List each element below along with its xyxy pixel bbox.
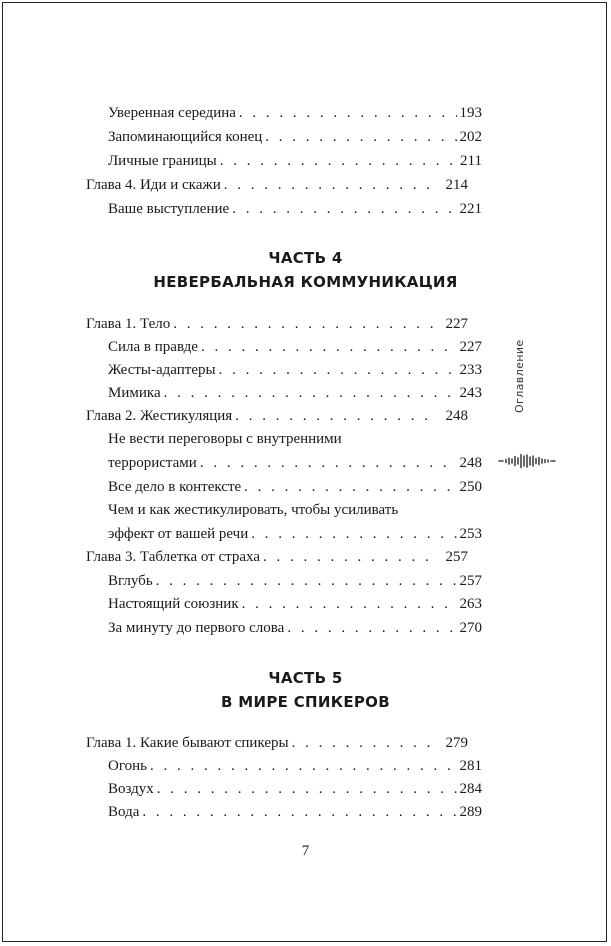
dot-leader <box>287 616 456 640</box>
dot-leader <box>242 592 457 616</box>
toc-entry-page: 284 <box>459 781 482 797</box>
toc-entry-page: 281 <box>459 758 482 774</box>
part-subtitle: НЕВЕРБАЛЬНАЯ КОММУНИКАЦИЯ <box>153 273 458 291</box>
toc-entry[interactable] <box>108 522 482 546</box>
toc-entry-line1[interactable]: Чем и как жестикулировать, чтобы усиливать <box>108 502 399 518</box>
toc-entry-page: 253 <box>459 526 482 542</box>
toc-entry[interactable] <box>108 569 482 593</box>
dot-leader <box>157 777 457 801</box>
toc-entry-page: 233 <box>459 362 482 378</box>
toc-entry[interactable] <box>108 335 482 359</box>
toc-entry-title: Ваше выступление <box>108 201 230 217</box>
dot-leader <box>239 101 457 125</box>
toc-entry-page: 193 <box>459 105 482 121</box>
toc-entry-title: Жесты-адаптеры <box>108 362 216 378</box>
dot-leader <box>201 335 457 359</box>
dot-leader <box>142 800 456 824</box>
toc-entry-page: 250 <box>459 479 482 495</box>
toc-chapter[interactable] <box>86 545 482 569</box>
dot-leader <box>219 358 457 382</box>
toc-entry[interactable] <box>108 451 482 475</box>
toc-entry-title: Уверенная середина <box>108 105 236 121</box>
toc-entry-page: 211 <box>460 153 482 169</box>
toc-entry[interactable] <box>108 616 482 640</box>
toc-entry-title: Все дело в контексте <box>108 479 242 495</box>
toc-entry[interactable] <box>108 592 482 616</box>
toc-chapter[interactable] <box>86 312 482 336</box>
toc-entry[interactable] <box>108 381 482 405</box>
toc-entry-page: 227 <box>459 339 482 355</box>
part-title: ЧАСТЬ 4 <box>268 249 343 267</box>
toc-entry-title: Личные границы <box>108 153 217 169</box>
toc-entry-title: Настоящий союзник <box>108 596 239 612</box>
toc-entry[interactable] <box>108 125 482 149</box>
toc-entry-page: 289 <box>459 804 482 820</box>
toc-chapter-page: 214 <box>445 177 468 193</box>
toc-chapter[interactable] <box>86 173 482 197</box>
dot-leader <box>265 125 456 149</box>
toc-entry-page: 202 <box>459 129 482 145</box>
dot-leader <box>224 173 437 197</box>
dot-leader <box>220 149 457 173</box>
dot-leader <box>244 475 456 499</box>
toc-entry[interactable] <box>108 754 482 778</box>
dot-leader <box>263 545 437 569</box>
dot-leader <box>235 404 436 428</box>
dot-leader <box>251 522 456 546</box>
toc-chapter-page: 248 <box>445 408 468 424</box>
page-number: 7 <box>301 843 310 859</box>
toc-chapter-page: 227 <box>445 316 468 332</box>
toc-entry-page: 263 <box>459 596 482 612</box>
toc-chapter-page: 257 <box>445 549 468 565</box>
toc-chapter-title: Глава 4. Иди и скажи <box>86 177 221 193</box>
toc-chapter-title: Глава 1. Какие бывают спикеры <box>86 735 289 751</box>
toc-entry[interactable] <box>108 475 482 499</box>
toc-entry-title: Сила в правде <box>108 339 198 355</box>
toc-entry-title: террористами <box>108 455 197 471</box>
dot-leader <box>150 754 457 778</box>
soundwave-icon <box>497 453 557 469</box>
toc-entry[interactable] <box>108 800 482 824</box>
toc-entry-title: Воздух <box>108 781 154 797</box>
dot-leader <box>156 569 457 593</box>
toc-entry-title: Огонь <box>108 758 147 774</box>
toc-entry-page: 248 <box>459 455 482 471</box>
dot-leader <box>173 312 436 336</box>
toc-entry-title: Вода <box>108 804 140 820</box>
toc-entry[interactable] <box>108 101 482 125</box>
toc-entry-page: 270 <box>459 620 482 636</box>
toc-chapter[interactable] <box>86 404 482 428</box>
toc-entry-title: Вглубь <box>108 573 153 589</box>
toc-chapter-page: 279 <box>445 735 468 751</box>
toc-entry-title: Запоминающийся конец <box>108 129 263 145</box>
part-title: ЧАСТЬ 5 <box>268 669 343 687</box>
dot-leader <box>232 197 456 221</box>
dot-leader <box>292 731 437 755</box>
toc-chapter-title: Глава 2. Жестикуляция <box>86 408 233 424</box>
toc-entry-line1[interactable]: Не вести переговоры с внутренними <box>108 431 342 447</box>
toc-chapter-title: Глава 3. Таблетка от страха <box>86 549 260 565</box>
toc-entry[interactable] <box>108 149 482 173</box>
dot-leader <box>200 451 457 475</box>
toc-entry[interactable] <box>108 358 482 382</box>
toc-entry-title: Мимика <box>108 385 161 401</box>
section-side-label: Оглавление <box>513 339 526 413</box>
toc-chapter[interactable] <box>86 731 482 755</box>
part-subtitle: В МИРЕ СПИКЕРОВ <box>221 693 390 711</box>
toc-entry-page: 221 <box>459 201 482 217</box>
toc-entry-page: 243 <box>459 385 482 401</box>
toc-chapter-title: Глава 1. Тело <box>86 316 171 332</box>
toc-entry-title: эффект от вашей речи <box>108 526 249 542</box>
toc-entry-page: 257 <box>459 573 482 589</box>
toc-entry[interactable] <box>108 197 482 221</box>
toc-entry[interactable] <box>108 777 482 801</box>
dot-leader <box>164 381 457 405</box>
toc-entry-title: За минуту до первого слова <box>108 620 285 636</box>
